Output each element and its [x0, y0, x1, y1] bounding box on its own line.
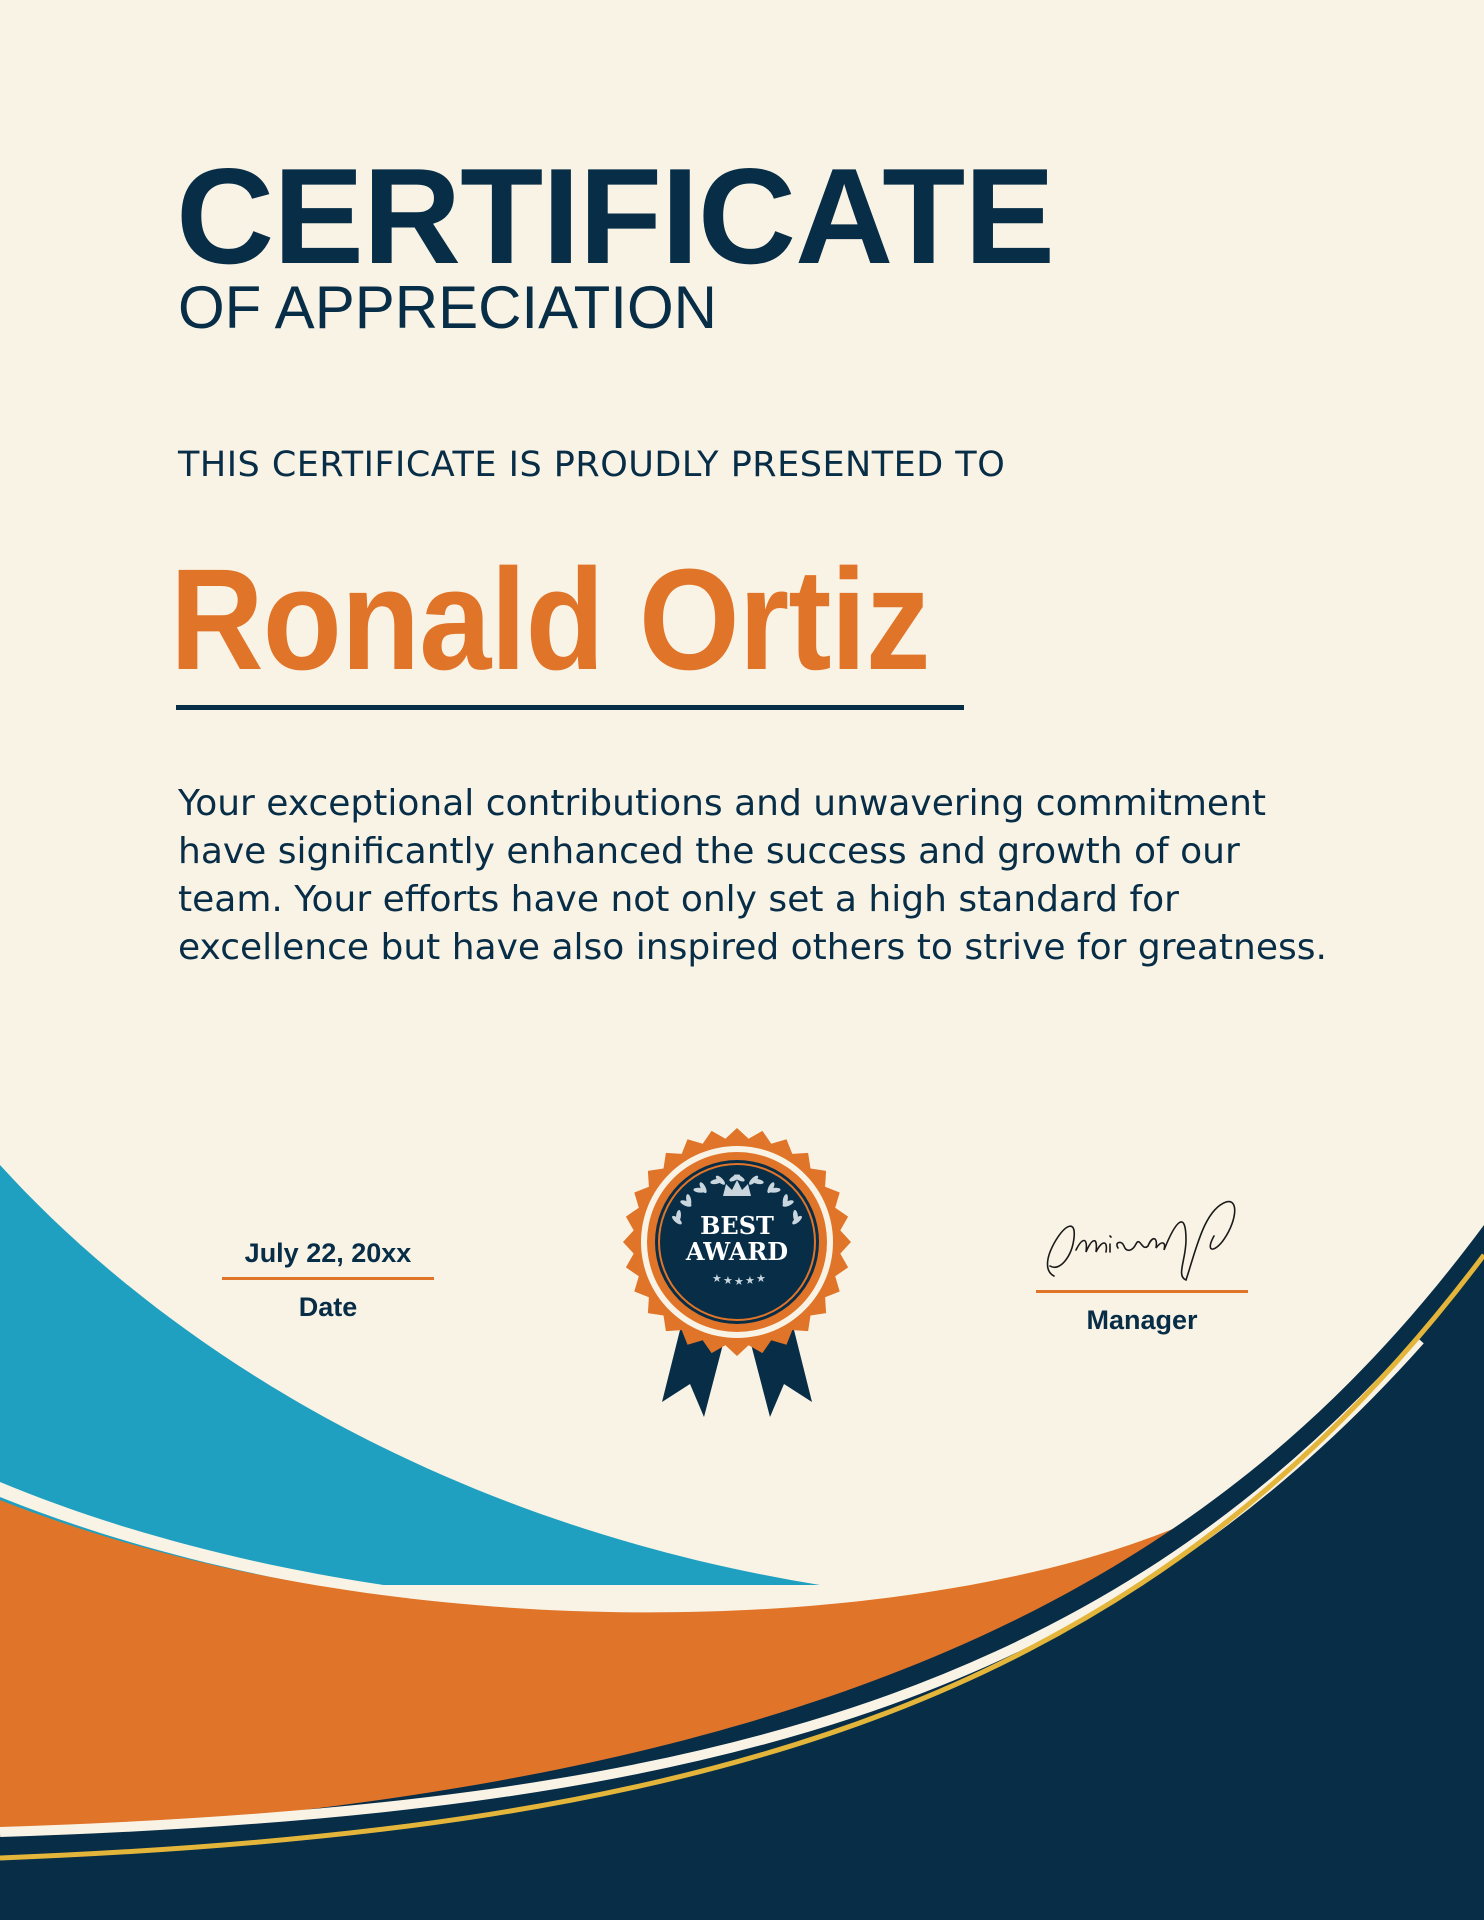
presented-to-text: THIS CERTIFICATE IS PROUDLY PRESENTED TO [178, 445, 1006, 485]
badge-line-1: BEST [700, 1211, 774, 1240]
badge-line-2: AWARD [685, 1237, 789, 1266]
date-label: Date [298, 1292, 358, 1322]
certificate-subtitle: OF APPRECIATION [178, 274, 717, 341]
name-underline [176, 705, 964, 710]
svg-text:★: ★ [723, 1274, 733, 1287]
date-value: July 22, 20xx [222, 1240, 434, 1280]
svg-text:★: ★ [745, 1274, 755, 1287]
appreciation-message: Your exceptional contributions and unwavering commitment have significantly enhanced the success and growth of our team. Your efforts have not only set a high standard for excellence but have also inspired others to strive for greatness. [178, 783, 1327, 968]
manager-block [1036, 1180, 1248, 1334]
svg-text:★: ★ [756, 1272, 766, 1285]
certificate-title: CERTIFICATE [176, 140, 1054, 292]
best-award-badge-icon [622, 1122, 852, 1422]
manager-label: Manager [1086, 1305, 1198, 1335]
svg-text:★: ★ [734, 1275, 744, 1288]
signature-icon [1036, 1180, 1248, 1293]
svg-text:★: ★ [712, 1272, 722, 1285]
recipient-name: Ronald Ortiz [170, 539, 930, 700]
date-block [222, 1240, 434, 1321]
